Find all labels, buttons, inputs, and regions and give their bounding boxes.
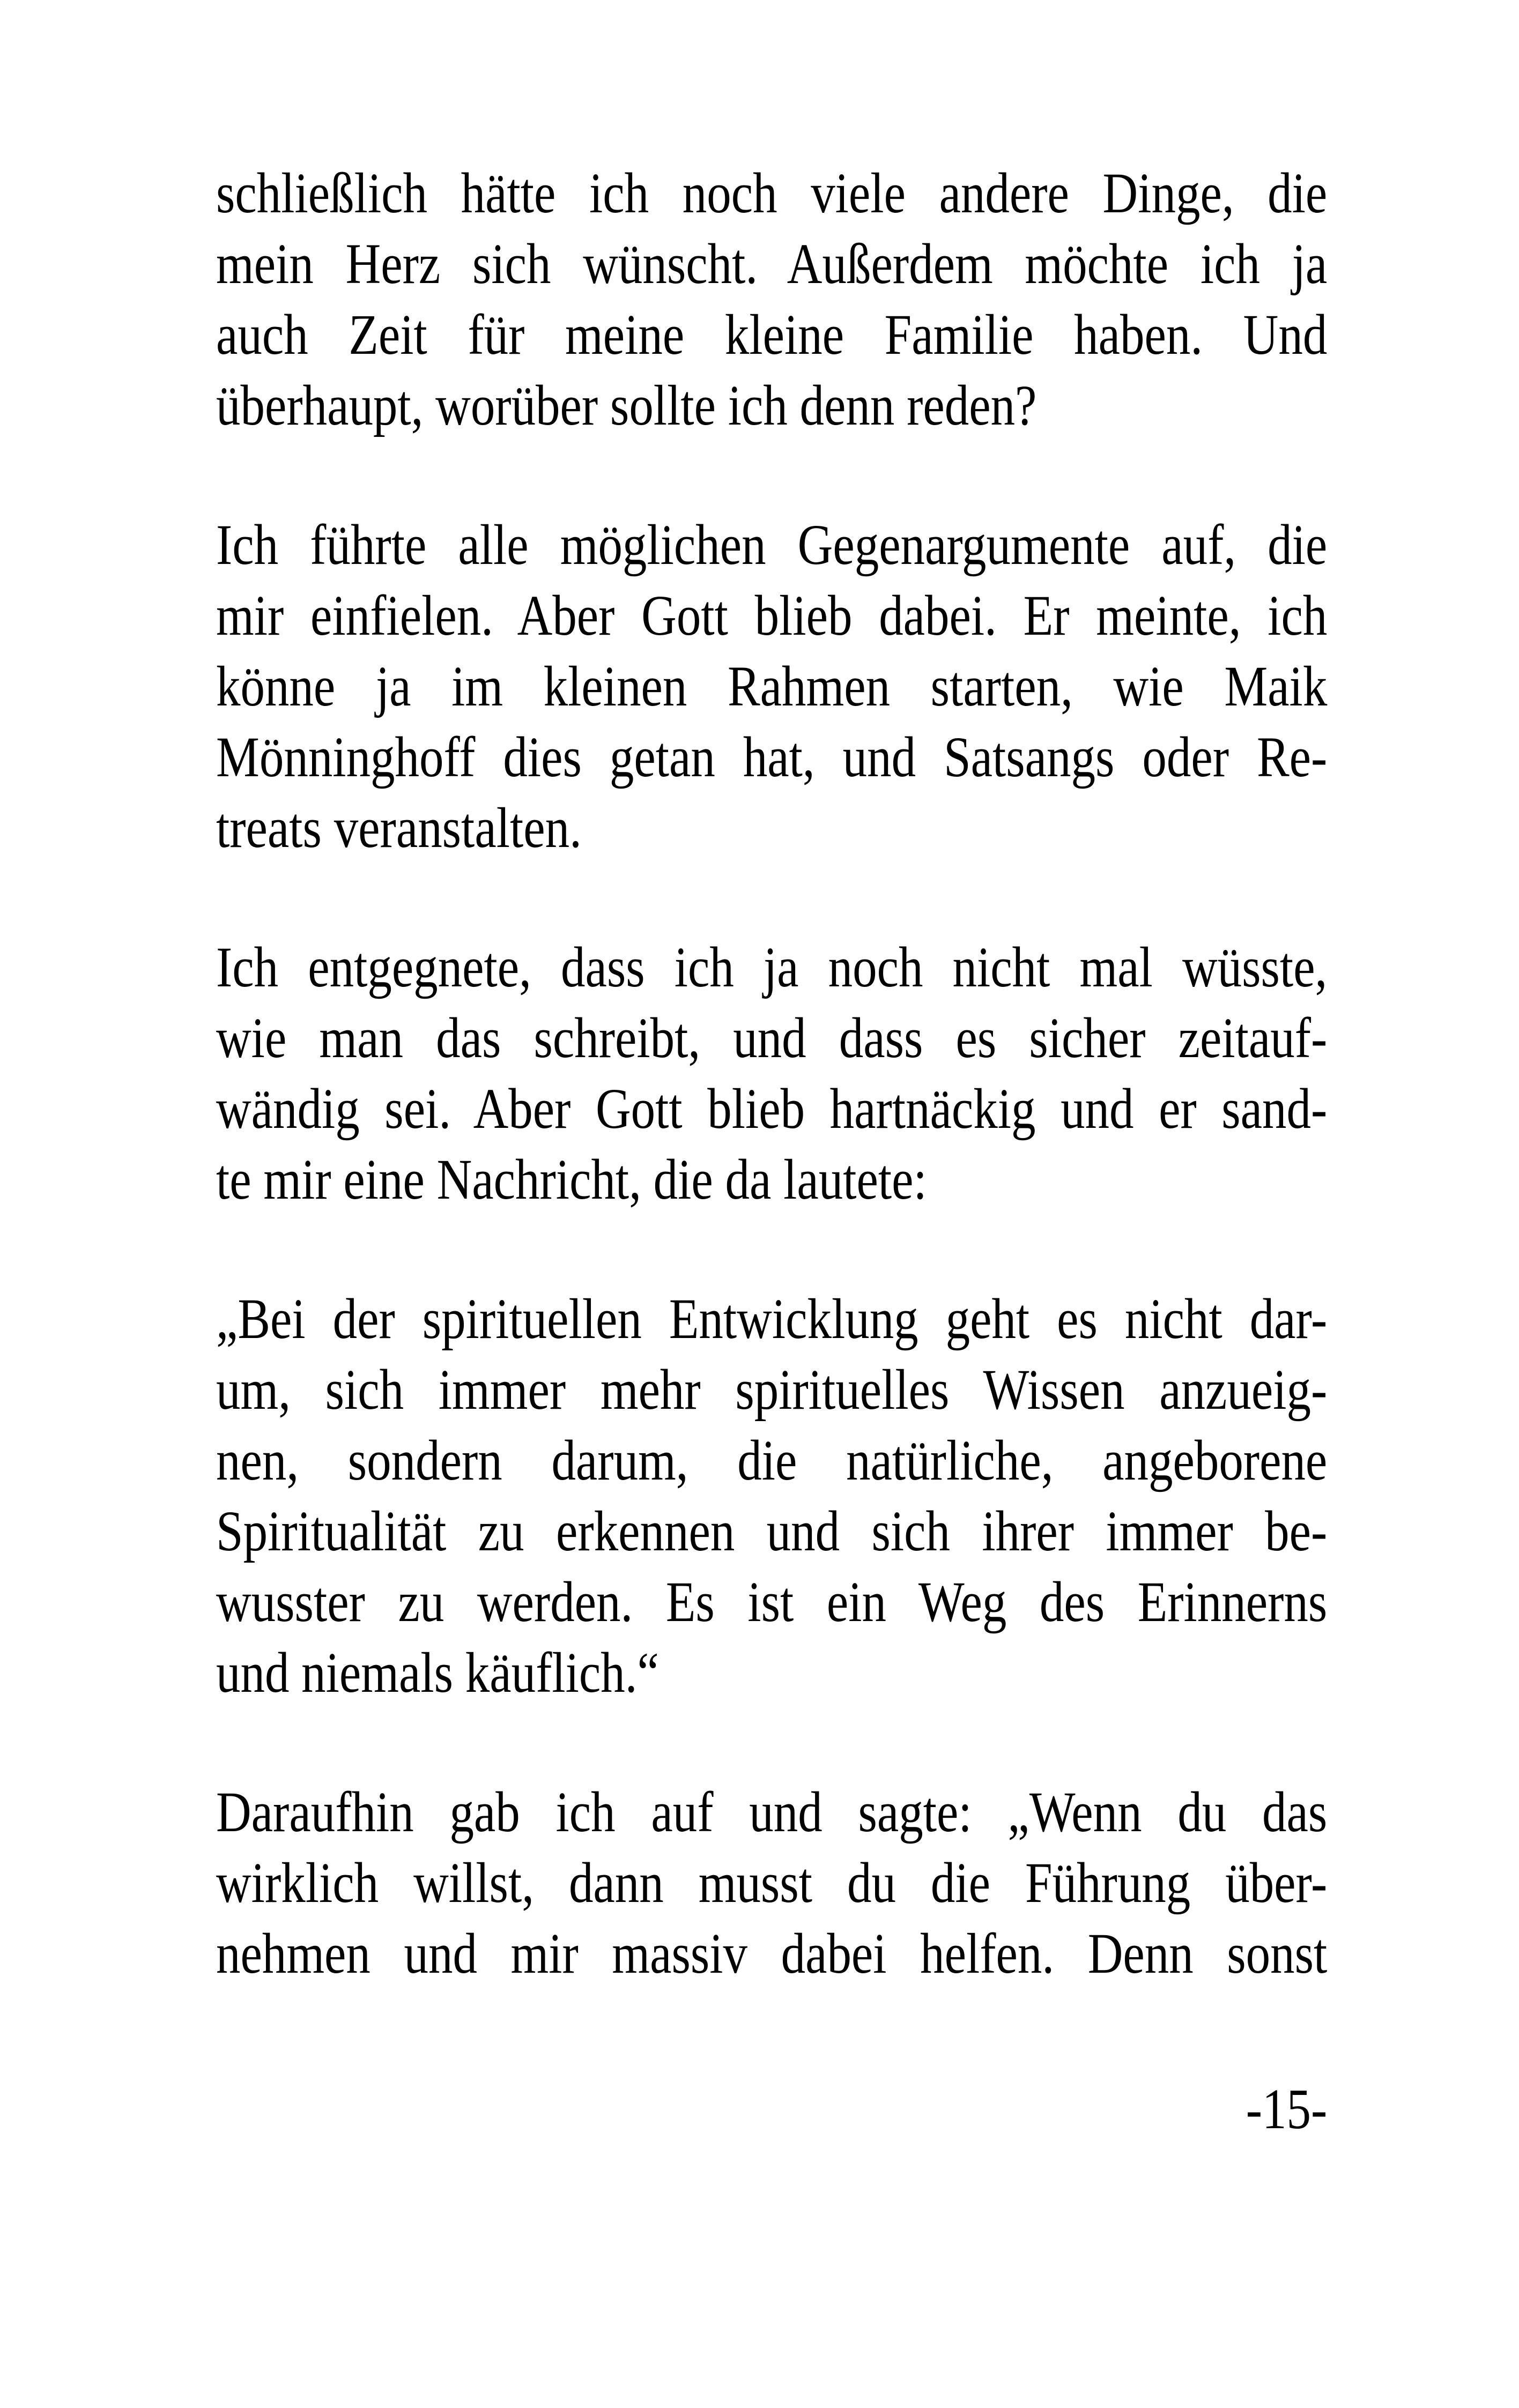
text-line: überhaupt, worüber sollte ich denn reden? [216, 374, 1037, 437]
paragraph [216, 1284, 1327, 1708]
paragraph [216, 510, 1327, 864]
text-line: Ich entgegnete, dass ich ja noch nicht mal wüsste, [216, 936, 1328, 999]
text-line: nehmen und mir massiv dabei helfen. Denn sonst [216, 1922, 1328, 1986]
text-line: Spiritualität zu erkennen und sich ihrer immer be- [216, 1500, 1328, 1563]
text-line: Mönninghoff dies getan hat, und Satsangs oder Re- [216, 726, 1328, 789]
text-line: wirklich willst, dann musst du die Führung über- [216, 1852, 1328, 1915]
text-line: auch Zeit für meine kleine Familie haben. Und [216, 303, 1328, 367]
text-line: treats veranstalten. [216, 797, 582, 860]
text-line: um, sich immer mehr spirituelles Wissen anzueig- [216, 1358, 1328, 1422]
page-number: -15- [1246, 2078, 1328, 2141]
text-block [216, 158, 1327, 2145]
text-line: mir einfielen. Aber Gott blieb dabei. Er meinte, ich [216, 584, 1328, 648]
paragraphs-container [216, 158, 1327, 1989]
text-line: schließlich hätte ich noch viele andere Dinge, die [216, 162, 1328, 225]
paragraph [216, 932, 1327, 1215]
text-line: nen, sondern darum, die natürliche, angeborene [216, 1429, 1328, 1492]
paragraph [216, 1777, 1327, 1989]
text-line: wusster zu werden. Es ist ein Weg des Erinnerns [216, 1571, 1328, 1634]
text-line: mein Herz sich wünscht. Außerdem möchte ich ja [216, 233, 1328, 296]
text-line: Daraufhin gab ich auf und sagte: „Wenn du das [216, 1781, 1328, 1844]
text-line: könne ja im kleinen Rahmen starten, wie Maik [216, 655, 1328, 718]
text-line: te mir eine Nachricht, die da lautete: [216, 1148, 927, 1212]
text-line: und niemals käuflich.“ [216, 1641, 659, 1705]
text-line: „Bei der spirituellen Entwicklung geht es nicht dar- [216, 1288, 1328, 1351]
text-line: wie man das schreibt, und dass es sicher zeitauf- [216, 1007, 1328, 1070]
text-line: wändig sei. Aber Gott blieb hartnäckig und er sand- [216, 1077, 1328, 1141]
paragraph [216, 158, 1327, 441]
text-line: Ich führte alle möglichen Gegenargumente auf, die [216, 514, 1328, 577]
